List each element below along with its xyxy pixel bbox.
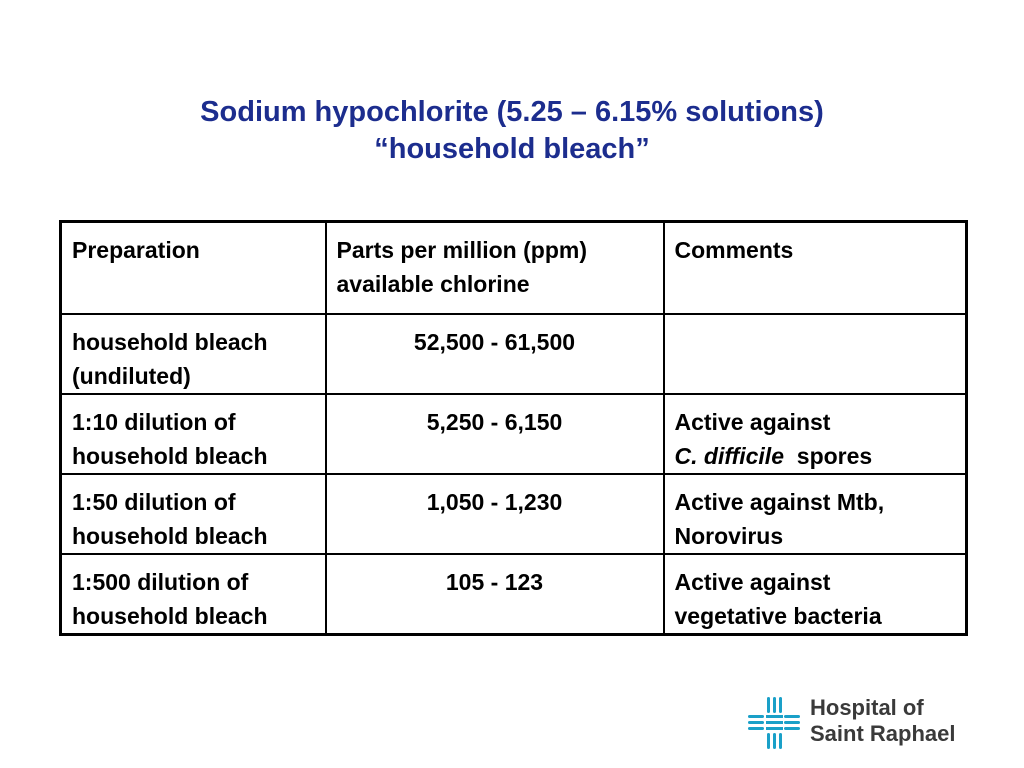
logo-line-1: Hospital of	[810, 695, 924, 720]
hospital-logo	[746, 695, 986, 755]
cell-comments: Active against Mtb, Norovirus	[664, 474, 967, 554]
logo-line-2: Saint Raphael	[810, 721, 956, 746]
title-line-1: Sodium hypochlorite (5.25 – 6.15% solutions)	[200, 96, 824, 128]
table-row	[61, 314, 967, 394]
cell-comments: Active against C. difficile spores	[664, 394, 967, 474]
cell-ppm: 105 - 123	[326, 554, 664, 635]
cell-preparation: 1:50 dilution of household bleach	[61, 474, 326, 554]
table-row	[61, 554, 967, 635]
header-comments: Comments	[664, 222, 967, 314]
logo-text	[810, 695, 955, 747]
table-row	[61, 394, 967, 474]
hospital-cross-logo-icon	[746, 695, 802, 751]
cell-preparation: 1:500 dilution of household bleach	[61, 554, 326, 635]
cell-preparation: household bleach (undiluted)	[61, 314, 326, 394]
bleach-dilution-table	[59, 220, 968, 636]
organism-name: C. difficile	[674, 442, 784, 469]
cell-ppm: 1,050 - 1,230	[326, 474, 664, 554]
cell-ppm: 52,500 - 61,500	[326, 314, 664, 394]
header-preparation: Preparation	[61, 222, 326, 314]
title-line-2: “household bleach”	[374, 133, 650, 165]
cell-comments	[664, 314, 967, 394]
cell-comments: Active against vegetative bacteria	[664, 554, 967, 635]
table-header-row	[61, 222, 967, 314]
table-row	[61, 474, 967, 554]
cell-preparation: 1:10 dilution of household bleach	[61, 394, 326, 474]
cell-ppm: 5,250 - 6,150	[326, 394, 664, 474]
slide-title	[0, 94, 1024, 168]
header-ppm: Parts per million (ppm) available chlorine	[326, 222, 664, 314]
